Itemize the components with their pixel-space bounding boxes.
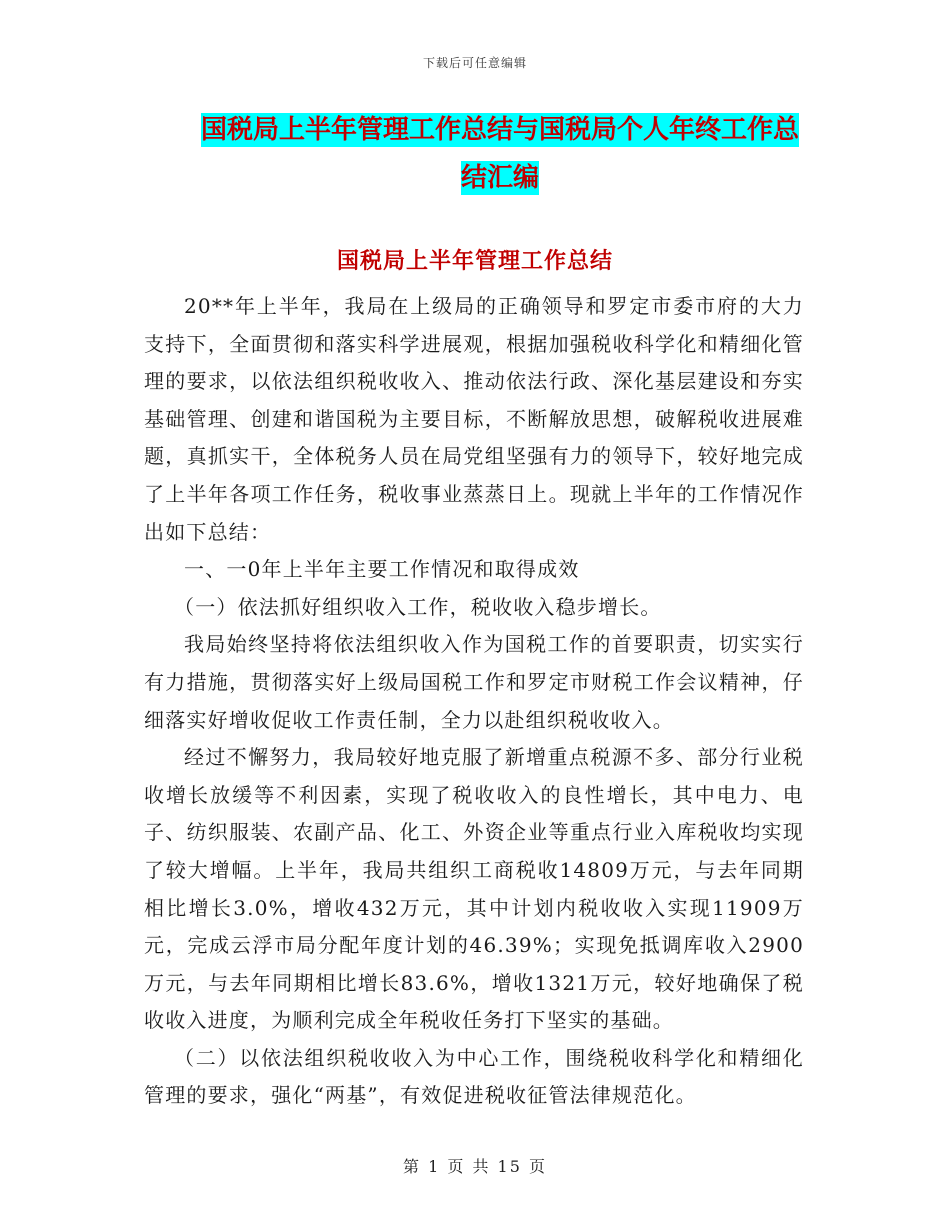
section-title: 国税局上半年管理工作总结 bbox=[336, 249, 613, 274]
header-note: 下载后可任意编辑 bbox=[422, 56, 527, 70]
paragraph-revenue-duty: 我局始终坚持将依法组织收入作为国税工作的首要职责，切实实行有力措施，贯彻落实好上级局国税工作和罗定市财税工作会议精神，仔细落实好增收促收工作责任制，全力以赴组织税收收入。 bbox=[144, 632, 804, 732]
document-title-line-2: 结汇编 bbox=[460, 163, 539, 193]
document-title bbox=[120, 106, 880, 202]
page-number-footer: 第 1 页 共 15 页 bbox=[403, 1157, 547, 1176]
subheading-two: （二）以依法组织税收收入为中心工作，围绕税收科学化和精细化管理的要求，强化“两基”，有效促进税收征管法律规范化。 bbox=[144, 1045, 804, 1108]
heading-part-one: 一、一0年上半年主要工作情况和取得成效 bbox=[184, 557, 580, 582]
paragraph-revenue-results: 经过不懈努力，我局较好地克服了新增重点税源不多、部分行业税收增长放缓等不利因素，实现了税收收入的良性增长，其中电力、电子、纺织服装、农副产品、化工、外资企业等重点行业入库税收均实现了较大增幅。上半年，我局共组织工商税收14809万元，与去年同期相比增长3.0%，增收432万元，其中计划内税收收入实现11909万元，完成云浮市局分配年度计划的46.39%；实现免抵调库收入2900万元，与去年同期相比增长83.6%，增收1321万元，较好地确保了税收收入进度，为顺利完成全年税收任务打下坚实的基础。 bbox=[144, 745, 804, 1033]
body-text bbox=[144, 288, 804, 1115]
paragraph-intro: 20**年上半年，我局在上级局的正确领导和罗定市委市府的大力支持下，全面贯彻和落实科学进展观，根据加强税收科学化和精细化管理的要求，以依法组织税收收入、推动依法行政、深化基层建设和夯实基础管理、创建和谐国税为主要目标，不断解放思想，破解税收进展难题，真抓实干，全体税务人员在局党组坚强有力的领导下，较好地完成了上半年各项工作任务，税收事业蒸蒸日上。现就上半年的工作情况作出如下总结： bbox=[144, 294, 804, 544]
subheading-one: （一）依法抓好组织收入工作，税收收入稳步增长。 bbox=[174, 594, 662, 619]
document-title-line-1: 国税局上半年管理工作总结与国税局个人年终工作总 bbox=[200, 115, 799, 145]
